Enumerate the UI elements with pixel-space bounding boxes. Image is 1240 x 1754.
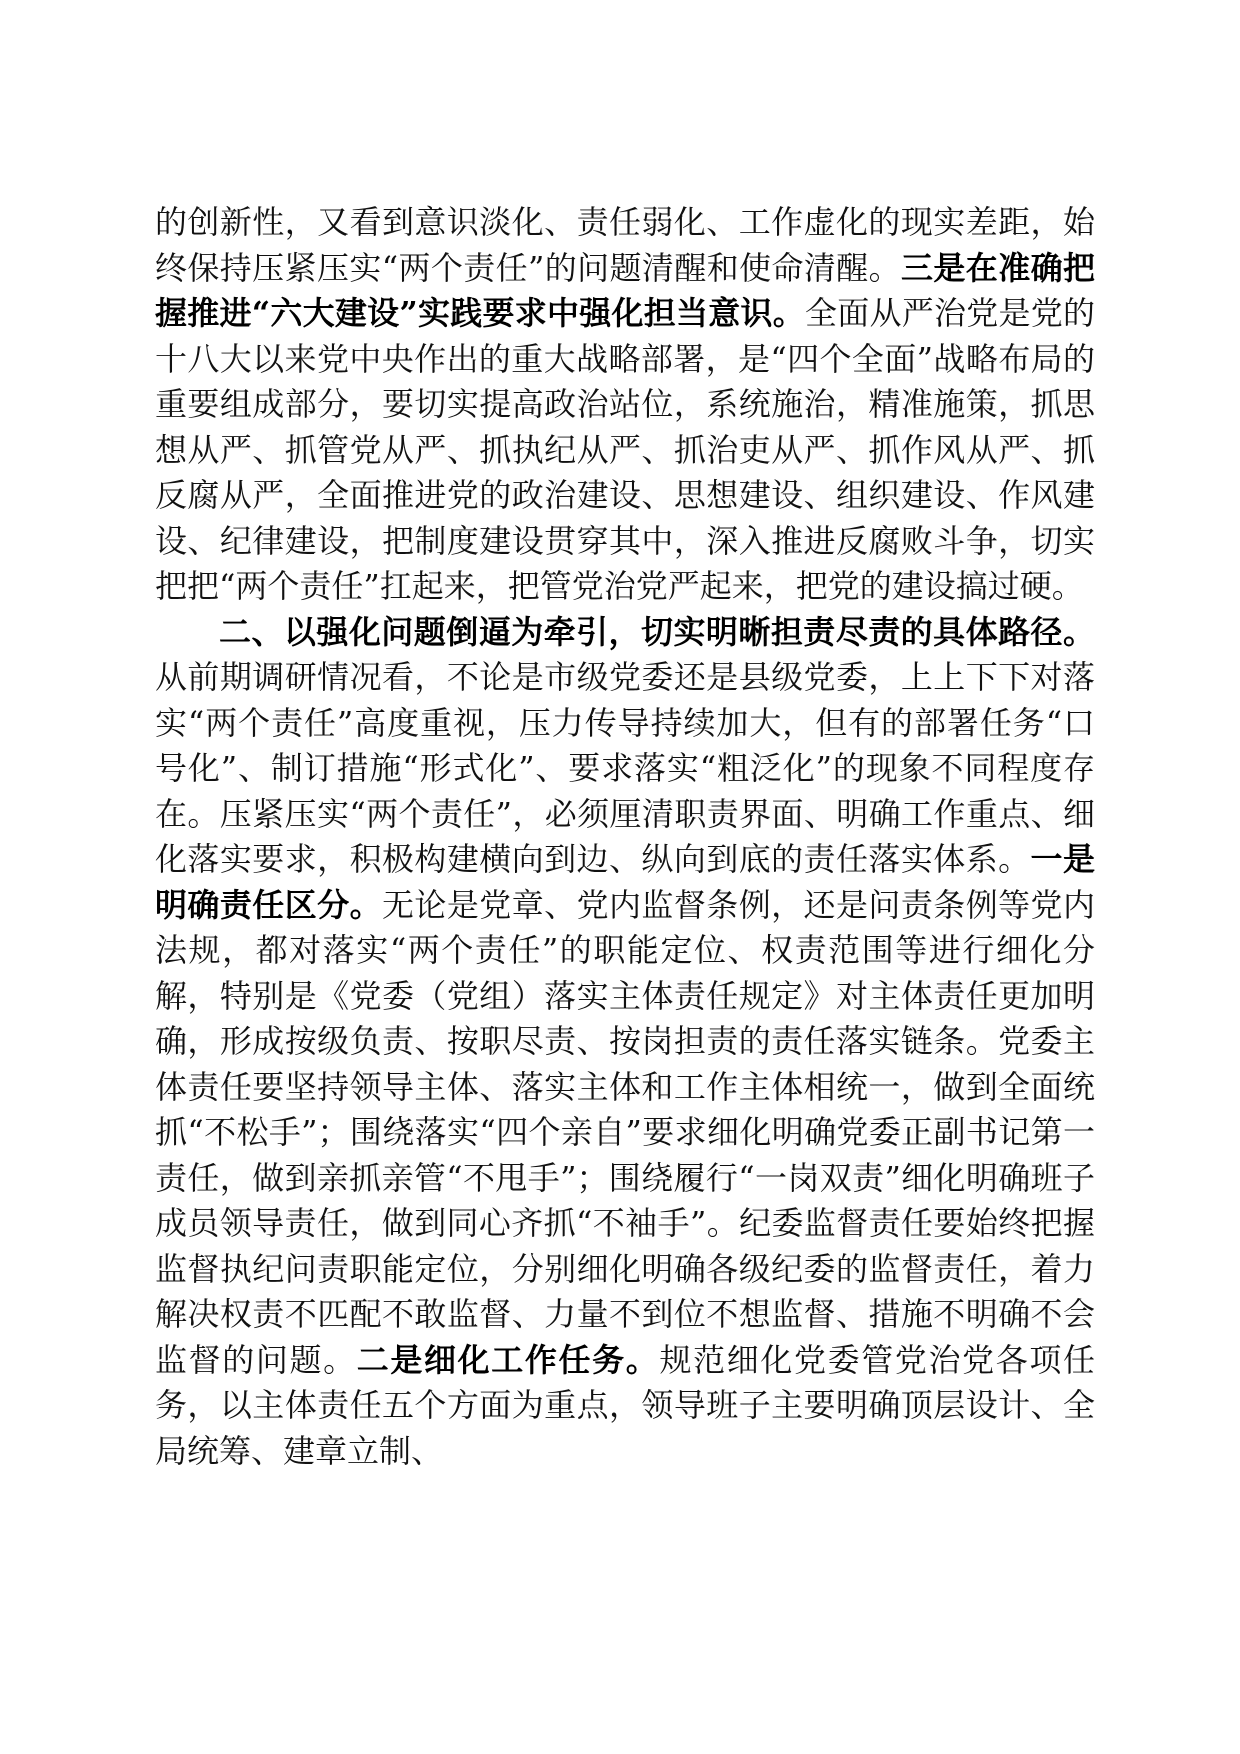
bold-heading-run: 三是在准确把握推进“六大建设”实践要求中强化担当意识。 [155,248,1095,332]
paragraph-2 [155,610,1095,1475]
paragraph-1 [155,200,1095,610]
section-heading-run: 二、以强化问题倒逼为牵引，切实明晰担责尽责的具体路径。 [219,612,1095,651]
text-run: 从前期调研情况看，不论是市级党委还是县级党委，上上下下对落实“两个责任”高度重视，压力传导持续加大，但有的部署任务“口号化”、制订措施“形式化”、要求落实“粗泛化”的现象不同程度存在。压紧压实“两个责任”，必须厘清职责界面、明确工作重点、细化落实要求，积极构建横向到边、纵向到底的责任落实体系。 [155,658,1095,878]
bold-heading-run: 二是细化工作任务。 [356,1340,660,1379]
text-run: 无论是党章、党内监督条例，还是问责条例等党内法规，都对落实“两个责任”的职能定位、权责范围等进行细化分解，特别是《党委（党组）落实主体责任规定》对主体责任更加明确，形成按级负责、按职尽责、按岗担责的责任落实链条。党委主体责任要坚持领导主体、落实主体和工作主体相统一，做到全面统抓“不松手”；围绕落实“四个亲自”要求细化明确党委正副书记第一责任，做到亲抓亲管“不甩手”；围绕履行“一岗双责”细化明确班子成员领导责任，做到同心齐抓“不袖手”。纪委监督责任要始终把握监督执纪问责职能定位，分别细化明确各级纪委的监督责任，着力解决权责不匹配不敢监督、力量不到位不想监督、措施不明确不会监督的问题。 [155,885,1095,1379]
text-run: 规范细化党委管党治党各项任务，以主体责任五个方面为重点，领导班子主要明确顶层设计、全局统筹、建章立制、 [155,1340,1095,1470]
bold-heading-run: 一是明确责任区分。 [155,840,1095,924]
text-run: 的创新性，又看到意识淡化、责任弱化、工作虚化的现实差距，始终保持压紧压实“两个责任”的问题清醒和使命清醒。 [155,203,1095,287]
text-run: 全面从严治党是党的十八大以来党中央作出的重大战略部署，是“四个全面”战略布局的重要组成部分，要切实提高政治站位，系统施治，精准施策，抓思想从严、抓管党从严、抓执纪从严、抓治吏从严、抓作风从严、抓反腐从严，全面推进党的政治建设、思想建设、组织建设、作风建设、纪律建设，把制度建设贯穿其中，深入推进反腐败斗争，切实把把“两个责任”扛起来，把管党治党严起来，把党的建设搞过硬。 [155,294,1095,605]
document-body [155,200,1095,1474]
